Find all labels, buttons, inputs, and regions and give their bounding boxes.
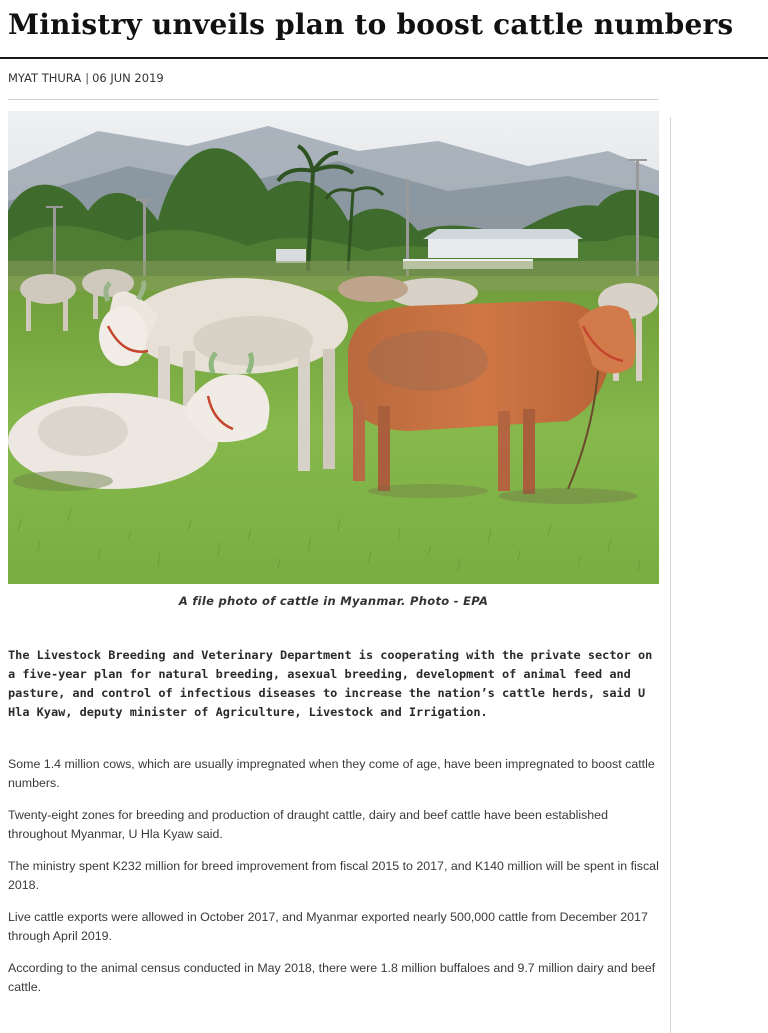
article-paragraph: Live cattle exports were allowed in October 2017, and Myanmar exported nearly 500,000 cattle from December 2017 through April 2019. xyxy=(8,910,648,943)
article-paragraph: Some 1.4 million cows, which are usually impregnated when they come of age, have been impregnated to boost cattle numbers. xyxy=(8,757,655,790)
author-link[interactable]: MYAT THURA xyxy=(8,71,82,85)
column-divider xyxy=(670,117,671,1033)
article-paragraph: Twenty-eight zones for breeding and production of draught cattle, dairy and beef cattle have been established throughout Myanmar, U Hla Kyaw said. xyxy=(8,808,608,841)
publish-date: 06 JUN 2019 xyxy=(92,71,164,85)
article-paragraph: The ministry spent K232 million for breed improvement from fiscal 2015 to 2017, and K140 million will be spent in fiscal 2018. xyxy=(8,859,659,892)
byline xyxy=(8,70,164,86)
headline-divider xyxy=(0,57,768,59)
byline-separator: | xyxy=(85,71,90,85)
byline-divider xyxy=(8,99,658,100)
article-paragraph: According to the animal census conducted in May 2018, there were 1.8 million buffaloes and 9.7 million dairy and beef cattle. xyxy=(8,961,656,994)
photo-caption: A file photo of cattle in Myanmar. Photo - EPA xyxy=(178,594,489,608)
article-headline: Ministry unveils plan to boost cattle numbers xyxy=(8,8,734,41)
article-lead: The Livestock Breeding and Veterinary Department is cooperating with the private sector on a five-year plan for natural breeding, asexual breeding, development of animal feed and pasture, and control of infectious diseases to increase the nation’s cattle herds, said U Hla Kyaw, deputy minister of Agriculture, Livestock and Irrigation. xyxy=(8,648,653,719)
article-photo xyxy=(8,111,659,584)
